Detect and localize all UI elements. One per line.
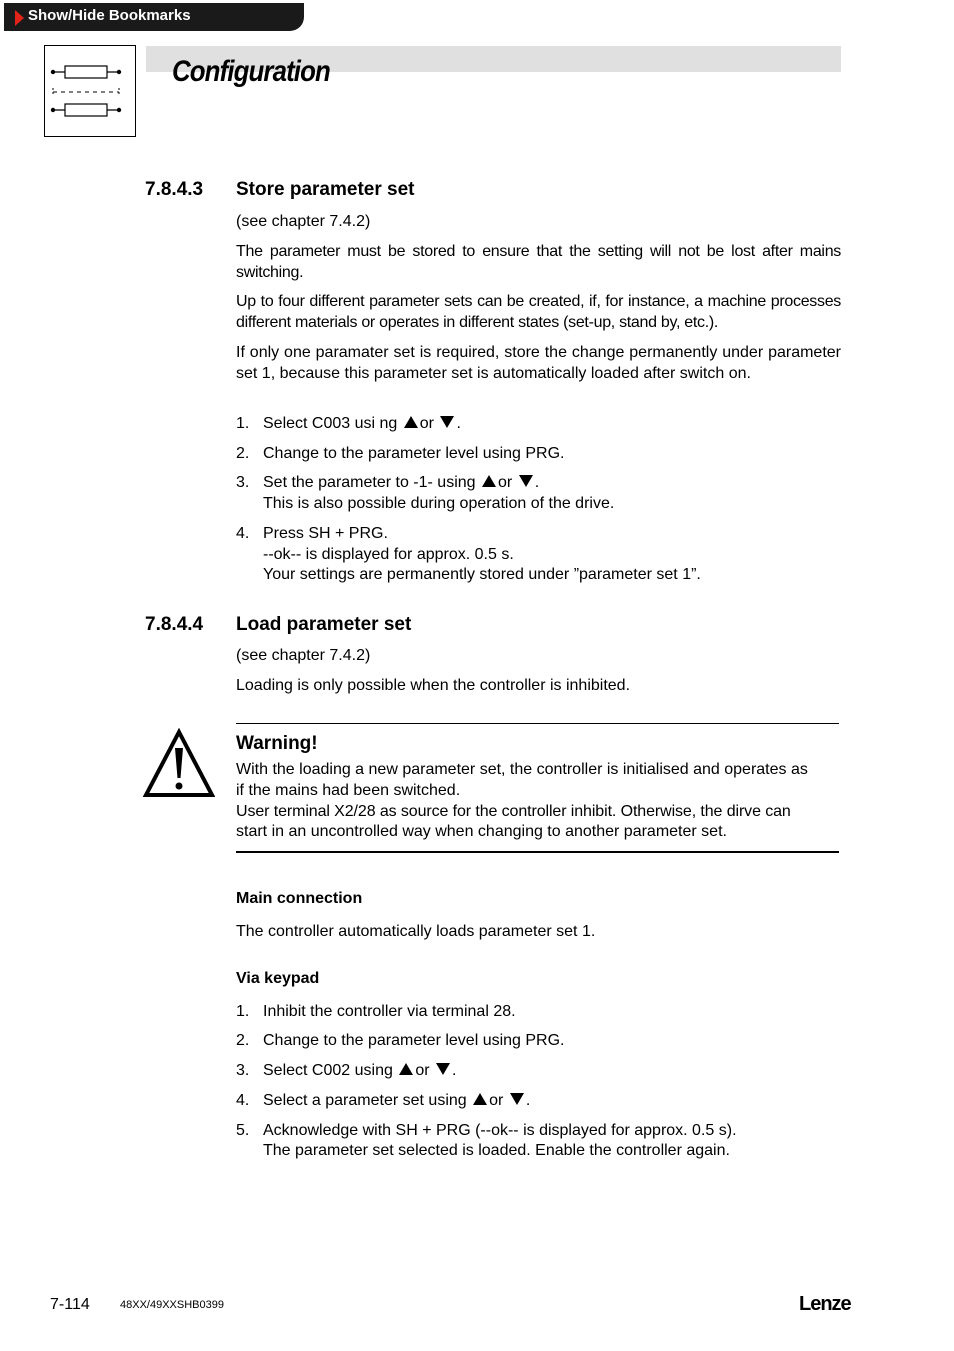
chapter-reference: (see chapter 7.4.2) [236, 647, 371, 664]
page-number: 7-114 [50, 1296, 90, 1313]
section-number: 7.8.4.4 [145, 614, 204, 635]
step-text-continued: Your settings are permanently stored under ”parameter set 1”. [263, 566, 701, 583]
step-text-continued: This is also possible during operation of the drive. [263, 495, 615, 512]
step-text: Select a parameter set using or . [263, 1092, 531, 1109]
step-number: 1. [236, 1003, 250, 1020]
page-title: Configuration [172, 55, 330, 88]
chapter-reference: (see chapter 7.4.2) [236, 213, 371, 230]
up-triangle-icon [482, 475, 496, 487]
divider [236, 723, 839, 724]
circuit-logo-icon [44, 45, 136, 137]
up-triangle-icon [473, 1093, 487, 1105]
step-text: Select C003 usi ng or . [263, 415, 461, 432]
step-text: Set the parameter to -1- using or . [263, 474, 540, 491]
document-id: 48XX/49XXSHB0399 [120, 1299, 224, 1311]
up-triangle-icon [404, 416, 418, 428]
warning-text: With the loading a new parameter set, the controller is initialised and operates as [236, 761, 808, 778]
warning-title: Warning! [236, 733, 318, 754]
up-triangle-icon [399, 1063, 413, 1075]
warning-text: User terminal X2/28 as source for the controller inhibit. Otherwise, the dirve can [236, 803, 791, 820]
section-title: Load parameter set [236, 614, 412, 635]
step-number: 4. [236, 525, 250, 542]
step-number: 3. [236, 1062, 250, 1079]
step-text: Inhibit the controller via terminal 28. [263, 1003, 516, 1020]
divider [236, 851, 839, 853]
subheading: Via keypad [236, 970, 320, 987]
down-triangle-icon [510, 1093, 524, 1105]
play-arrow-icon [15, 10, 24, 26]
subheading: Main connection [236, 890, 363, 907]
paragraph: If only one paramater set is required, store the change permanently under parameter set 1, because this parameter set is automatically loaded after switch on. [236, 344, 841, 382]
step-number: 5. [236, 1122, 250, 1139]
step-text: Change to the parameter level using PRG. [263, 445, 565, 462]
step-text: Change to the parameter level using PRG. [263, 1032, 565, 1049]
step-number: 4. [236, 1092, 250, 1109]
brand-logo: Lenze [799, 1293, 851, 1315]
warning-text: start in an uncontrolled way when changing to another parameter set. [236, 823, 727, 840]
step-text: Acknowledge with SH + PRG (--ok-- is displayed for approx. 0.5 s). [263, 1122, 737, 1139]
warning-text: if the mains had been switched. [236, 782, 461, 799]
step-text-continued: --ok-- is displayed for approx. 0.5 s. [263, 546, 514, 563]
paragraph: Up to four different parameter sets can be created, if, for instance, a machine processes different materials or operates in different states (set-up, stand by, etc.). [236, 293, 841, 331]
section-title: Store parameter set [236, 179, 415, 200]
step-text: Press SH + PRG. [263, 525, 388, 542]
section-number: 7.8.4.3 [145, 179, 204, 200]
paragraph: Loading is only possible when the controller is inhibited. [236, 677, 631, 694]
paragraph: The controller automatically loads parameter set 1. [236, 923, 596, 940]
step-number: 2. [236, 445, 250, 462]
step-text: Select C002 using or . [263, 1062, 457, 1079]
step-number: 1. [236, 415, 250, 432]
down-triangle-icon [436, 1063, 450, 1075]
paragraph: The parameter must be stored to ensure that the setting will not be lost after mains switching. [236, 243, 841, 281]
bookmark-toggle-label[interactable]: Show/Hide Bookmarks [28, 7, 191, 24]
step-number: 2. [236, 1032, 250, 1049]
step-text-continued: The parameter set selected is loaded. Enable the controller again. [263, 1142, 730, 1159]
down-triangle-icon [519, 475, 533, 487]
step-number: 3. [236, 474, 250, 491]
down-triangle-icon [440, 416, 454, 428]
warning-icon [143, 728, 215, 800]
